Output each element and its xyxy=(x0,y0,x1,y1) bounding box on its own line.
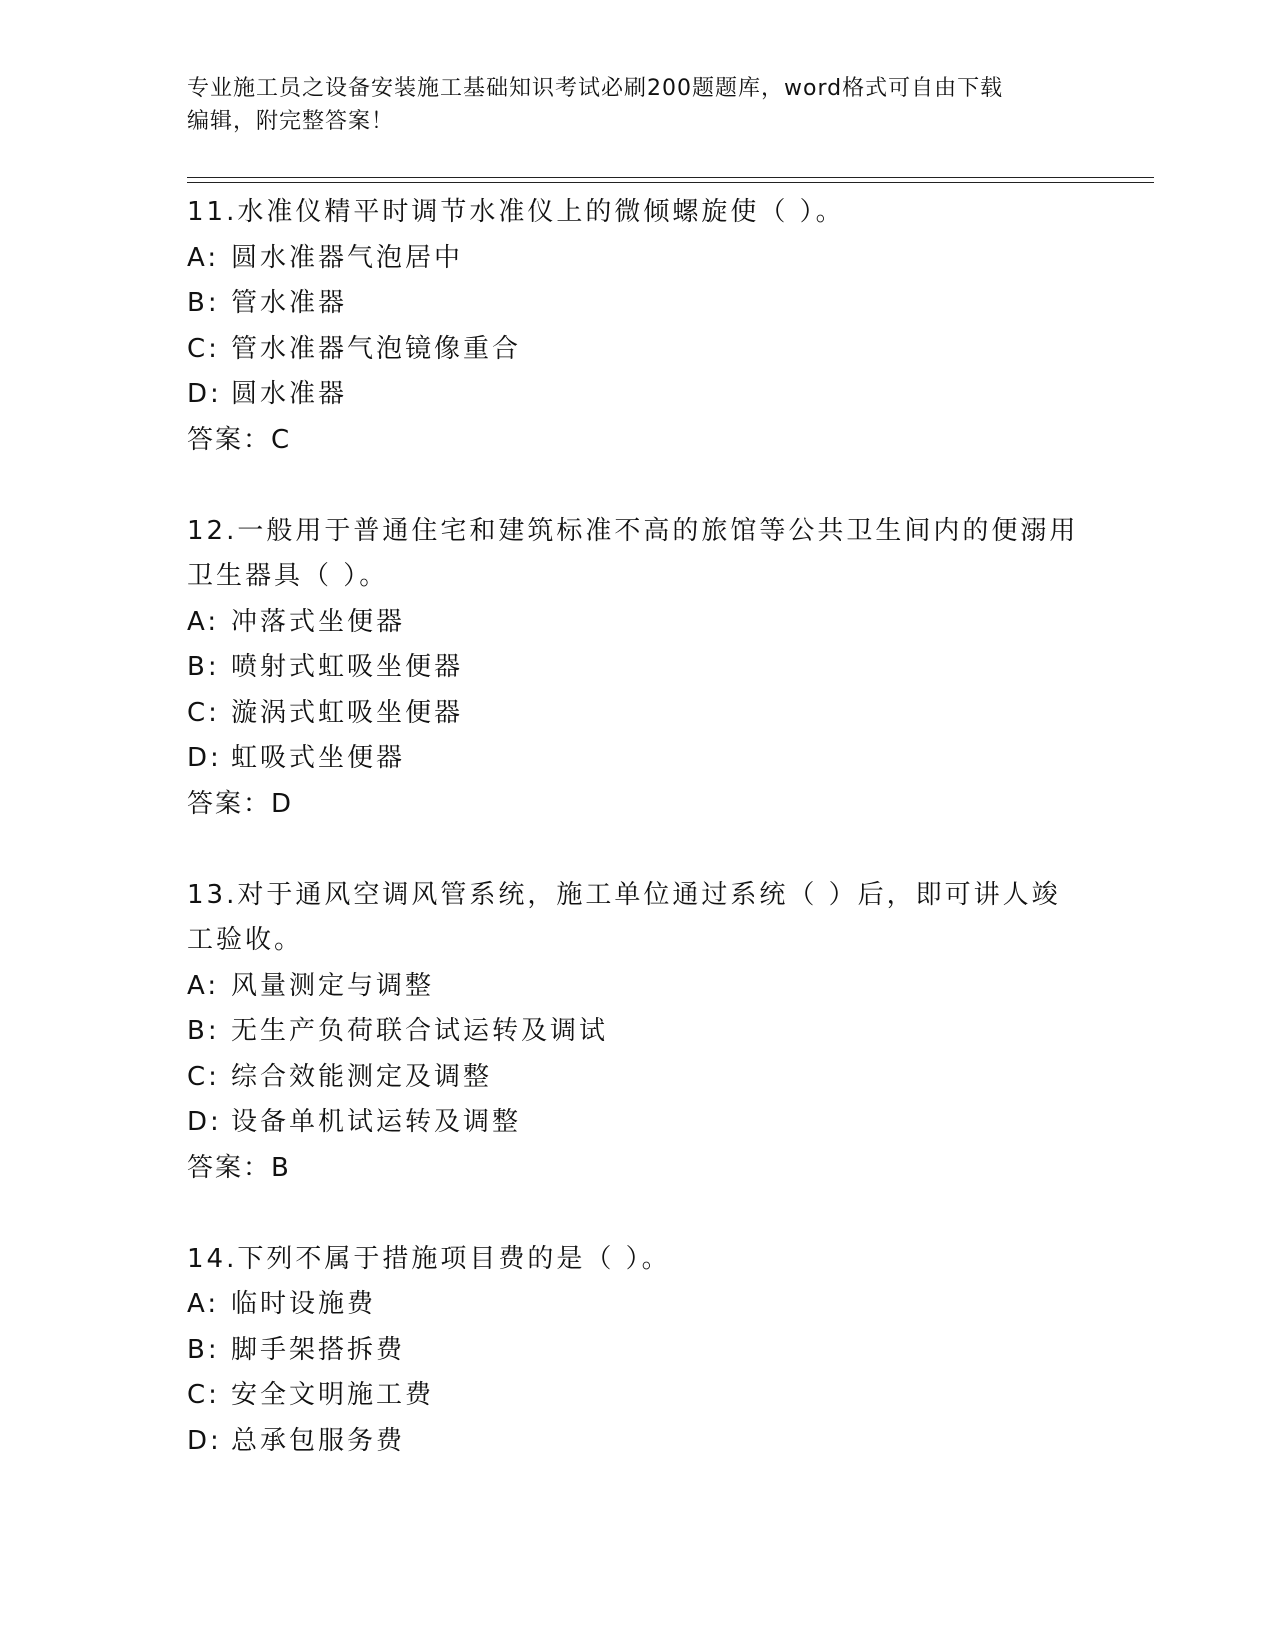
option-a xyxy=(187,1282,1087,1328)
option-text: 风量测定与调整 xyxy=(231,970,435,1001)
option-text: 管水准器气泡镜像重合 xyxy=(231,333,522,364)
option-d xyxy=(187,736,1087,782)
question-text: 11.水准仪精平时调节水准仪上的微倾螺旋使（ ）。 xyxy=(187,197,845,227)
answer: 答案：D xyxy=(187,788,294,819)
option-a xyxy=(187,600,1087,646)
option-c xyxy=(187,327,1087,373)
option-d xyxy=(187,372,1087,418)
option-letter: B: xyxy=(187,1334,220,1365)
option-text: 安全文明施工费 xyxy=(231,1380,435,1410)
option-d xyxy=(187,1100,1087,1146)
header-divider-top xyxy=(187,177,1154,178)
option-b xyxy=(187,1328,1087,1374)
header-title-line-1: 专业施工员之设备安装施工基础知识考试必刷200题题库，word格式可自由下载 xyxy=(187,76,1004,101)
option-text: 喷射式虹吸坐便器 xyxy=(231,652,464,682)
option-a xyxy=(187,236,1087,282)
spacer xyxy=(187,463,1087,509)
option-letter: D: xyxy=(187,743,222,773)
option-letter: C: xyxy=(187,1061,220,1092)
option-text: 虹吸式坐便器 xyxy=(231,743,406,773)
option-letter: B: xyxy=(187,288,220,318)
answer: 答案：C xyxy=(187,424,292,455)
option-letter: C: xyxy=(187,697,220,728)
option-letter: A: xyxy=(187,1289,220,1319)
option-letter: B: xyxy=(187,1016,220,1046)
option-text: 管水准器 xyxy=(231,288,348,318)
option-letter: D: xyxy=(187,1425,222,1456)
document-header xyxy=(187,72,1087,138)
option-c xyxy=(187,1055,1087,1101)
answer: 答案：B xyxy=(187,1152,291,1183)
option-text: 圆水准器气泡居中 xyxy=(231,242,464,273)
option-letter: B: xyxy=(187,652,220,682)
option-text: 综合效能测定及调整 xyxy=(231,1061,493,1092)
option-letter: A: xyxy=(187,606,220,637)
option-letter: A: xyxy=(187,970,220,1001)
question-text-line-1: 12.一般用于普通住宅和建筑标准不高的旅馆等公共卫生间内的便溺用 xyxy=(187,515,1079,546)
option-letter: D: xyxy=(187,1107,222,1137)
option-text: 冲落式坐便器 xyxy=(231,606,406,637)
spacer xyxy=(187,827,1087,873)
option-a xyxy=(187,964,1087,1010)
question-text-line-2: 工验收。 xyxy=(187,925,304,955)
header-divider-bottom xyxy=(187,182,1154,183)
option-c xyxy=(187,691,1087,737)
option-b xyxy=(187,1009,1087,1055)
option-text: 脚手架搭拆费 xyxy=(231,1334,406,1365)
option-text: 设备单机试运转及调整 xyxy=(231,1107,522,1137)
option-text: 临时设施费 xyxy=(231,1289,377,1319)
option-text: 圆水准器 xyxy=(231,379,348,409)
option-c xyxy=(187,1373,1087,1419)
question-text-line-1: 13.对于通风空调风管系统，施工单位通过系统（ ）后，即可讲人竣 xyxy=(187,879,1061,910)
spacer xyxy=(187,1191,1087,1237)
question-list xyxy=(187,190,1087,1464)
question-11 xyxy=(187,190,1087,463)
header-title-line-2: 编辑，附完整答案！ xyxy=(187,109,395,134)
option-letter: D: xyxy=(187,379,222,409)
option-text: 无生产负荷联合试运转及调试 xyxy=(231,1016,609,1046)
option-text: 总承包服务费 xyxy=(231,1425,406,1456)
question-text-line-2: 卫生器具（ ）。 xyxy=(187,561,389,591)
option-letter: C: xyxy=(187,333,220,364)
question-14 xyxy=(187,1237,1087,1465)
option-d xyxy=(187,1419,1087,1465)
question-12 xyxy=(187,509,1087,828)
option-letter: A: xyxy=(187,242,220,273)
option-b xyxy=(187,281,1087,327)
option-text: 漩涡式虹吸坐便器 xyxy=(231,697,464,728)
question-13 xyxy=(187,873,1087,1192)
option-b xyxy=(187,645,1087,691)
question-text: 14.下列不属于措施项目费的是（ ）。 xyxy=(187,1243,671,1274)
option-letter: C: xyxy=(187,1380,220,1410)
